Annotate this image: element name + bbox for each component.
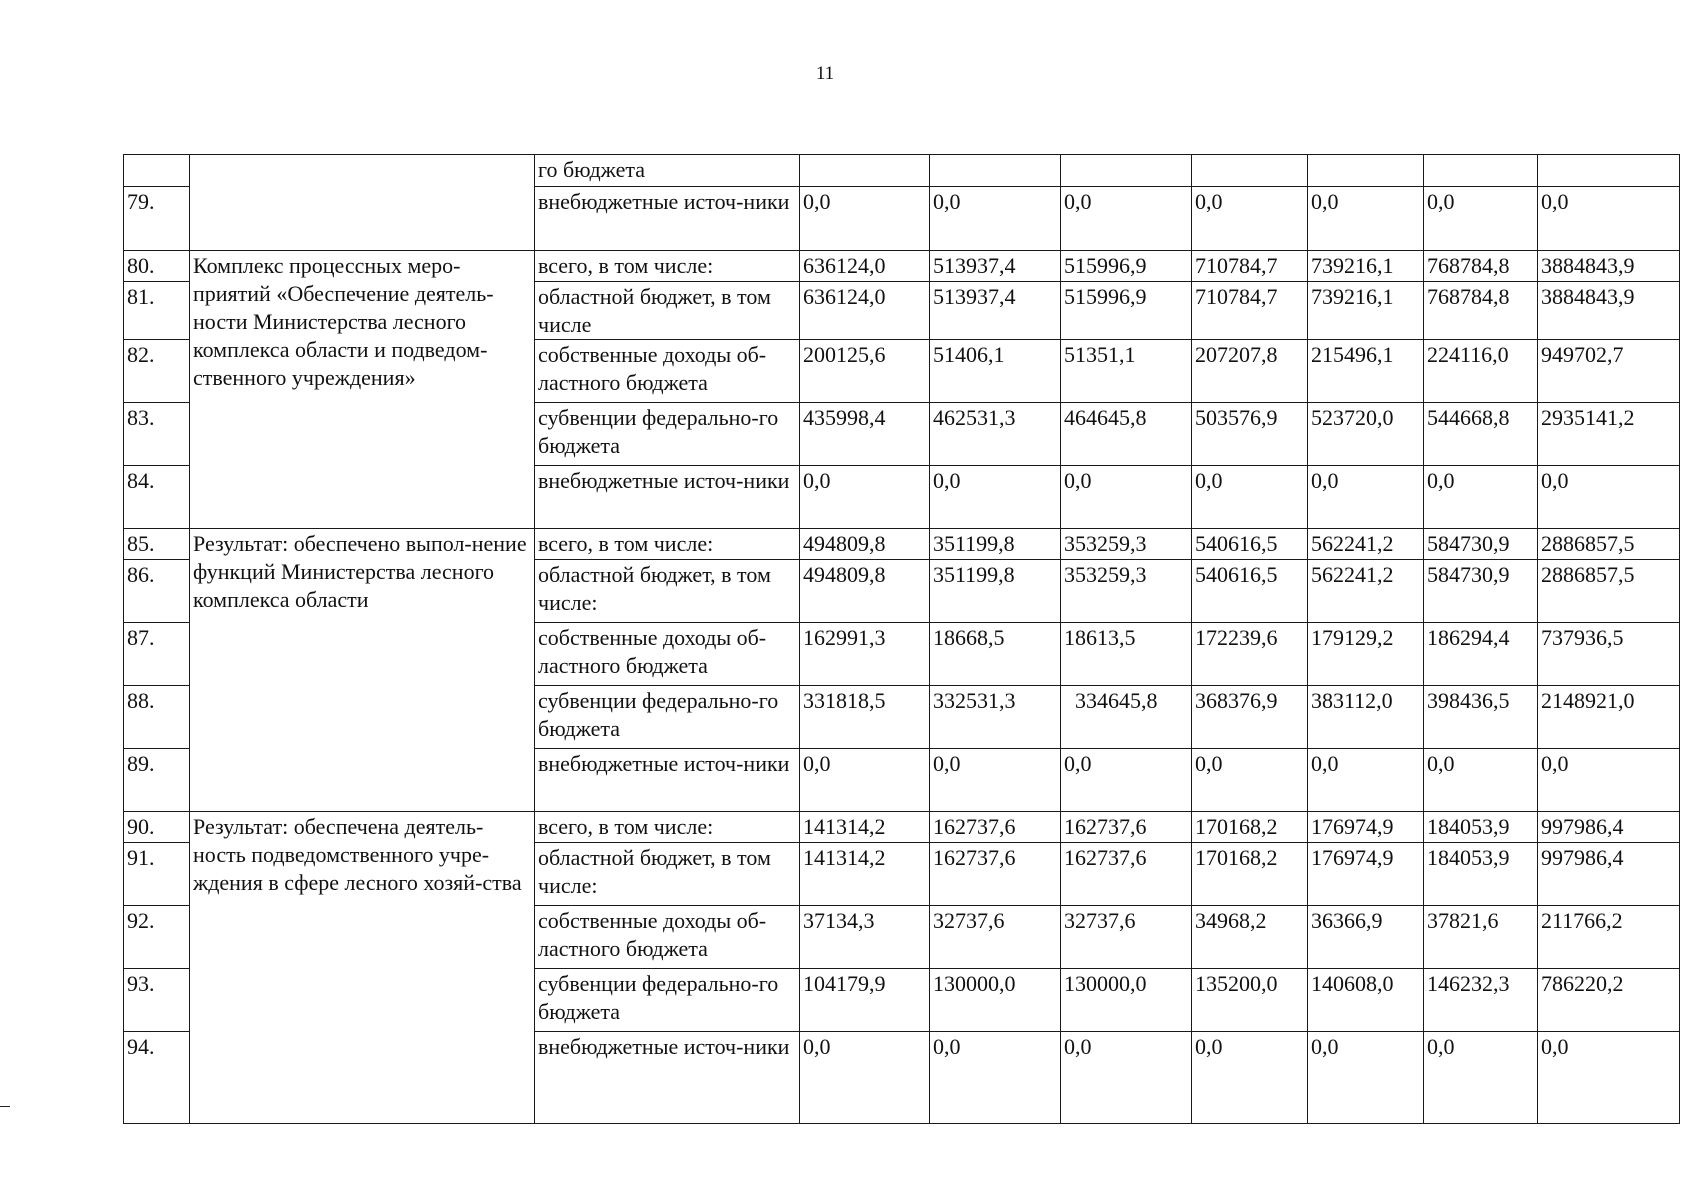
year-value-cell: 739216,1: [1308, 251, 1424, 282]
year-value-cell: 494809,8: [800, 529, 930, 560]
table-row: [124, 812, 1680, 843]
year-value-cell: 584730,9: [1424, 529, 1538, 560]
year-value-cell: 215496,1: [1308, 340, 1424, 403]
row-number: 93.: [124, 969, 190, 1032]
year-value-cell: 0,0: [1061, 749, 1192, 812]
total-value-cell: 3884843,9: [1538, 251, 1680, 282]
year-value-cell: 768784,8: [1424, 251, 1538, 282]
funding-source: всего, в том числе:: [535, 812, 800, 843]
year-value-cell: 135200,0: [1192, 969, 1308, 1032]
row-number: 85.: [124, 529, 190, 560]
year-value-cell: 162991,3: [800, 623, 930, 686]
total-value-cell: 0,0: [1538, 749, 1680, 812]
total-value-cell: 0,0: [1538, 187, 1680, 251]
year-value-cell: 464645,8: [1061, 403, 1192, 466]
total-value-cell: 3884843,9: [1538, 282, 1680, 340]
year-value-cell: 768784,8: [1424, 282, 1538, 340]
year-value-cell: 0,0: [1192, 749, 1308, 812]
year-value-cell: 186294,4: [1424, 623, 1538, 686]
year-value-cell: 200125,6: [800, 340, 930, 403]
year-value-cell: 636124,0: [800, 251, 930, 282]
total-value-cell: 0,0: [1538, 466, 1680, 529]
funding-source: го бюджета: [535, 155, 800, 187]
year-value-cell: 331818,5: [800, 686, 930, 749]
row-number: 86.: [124, 560, 190, 623]
funding-source: областной бюджет, в том числе: [535, 282, 800, 340]
funding-source: собственные доходы об-ластного бюджета: [535, 340, 800, 403]
funding-source: всего, в том числе:: [535, 529, 800, 560]
row-number: 88.: [124, 686, 190, 749]
row-number: 90.: [124, 812, 190, 843]
year-value-cell: 332531,3: [930, 686, 1061, 749]
total-value-cell: 997986,4: [1538, 843, 1680, 906]
year-value-cell: 130000,0: [1061, 969, 1192, 1032]
year-value-cell: 0,0: [800, 187, 930, 251]
row-number: 94.: [124, 1032, 190, 1124]
year-value-cell: 0,0: [800, 466, 930, 529]
year-value-cell: 170168,2: [1192, 812, 1308, 843]
row-number: 82.: [124, 340, 190, 403]
year-value-cell: 18668,5: [930, 623, 1061, 686]
year-value-cell: 540616,5: [1192, 529, 1308, 560]
year-value-cell: 334645,8: [1061, 686, 1192, 749]
year-value-cell: 515996,9: [1061, 251, 1192, 282]
year-value-cell: 398436,5: [1424, 686, 1538, 749]
row-number: 89.: [124, 749, 190, 812]
row-number: 79.: [124, 187, 190, 251]
year-value-cell: 0,0: [930, 1032, 1061, 1124]
year-value-cell: 179129,2: [1308, 623, 1424, 686]
year-value-cell: 184053,9: [1424, 812, 1538, 843]
year-value-cell: 503576,9: [1192, 403, 1308, 466]
year-value-cell: 140608,0: [1308, 969, 1424, 1032]
year-value-cell: 162737,6: [1061, 812, 1192, 843]
funding-source: собственные доходы об-ластного бюджета: [535, 906, 800, 969]
year-value-cell: 184053,9: [1424, 843, 1538, 906]
year-value-cell: 544668,8: [1424, 403, 1538, 466]
year-value-cell: [800, 155, 930, 187]
year-value-cell: 513937,4: [930, 251, 1061, 282]
year-value-cell: 562241,2: [1308, 529, 1424, 560]
row-number: 80.: [124, 251, 190, 282]
year-value-cell: 0,0: [1192, 466, 1308, 529]
page-number: 11: [815, 63, 835, 84]
total-value-cell: 737936,5: [1538, 623, 1680, 686]
year-value-cell: 0,0: [800, 1032, 930, 1124]
year-value-cell: 32737,6: [1061, 906, 1192, 969]
funding-source: собственные доходы об-ластного бюджета: [535, 623, 800, 686]
year-value-cell: 18613,5: [1061, 623, 1192, 686]
row-number: 84.: [124, 466, 190, 529]
total-value-cell: 0,0: [1538, 1032, 1680, 1124]
year-value-cell: 0,0: [1424, 1032, 1538, 1124]
year-value-cell: 172239,6: [1192, 623, 1308, 686]
program-description: Результат: обеспечена деятель-ность подведомственного учре-ждения в сфере лесного хозяй-ства: [190, 812, 535, 1124]
budget-table: [123, 154, 1680, 1124]
year-value-cell: 0,0: [930, 466, 1061, 529]
funding-source: внебюджетные источ-ники: [535, 749, 800, 812]
funding-source: областной бюджет, в том числе:: [535, 560, 800, 623]
year-value-cell: 562241,2: [1308, 560, 1424, 623]
year-value-cell: 0,0: [1308, 749, 1424, 812]
year-value-cell: 636124,0: [800, 282, 930, 340]
year-value-cell: [1192, 155, 1308, 187]
year-value-cell: 494809,8: [800, 560, 930, 623]
year-value-cell: 0,0: [1424, 749, 1538, 812]
funding-source: субвенции федерально-го бюджета: [535, 403, 800, 466]
year-value-cell: 523720,0: [1308, 403, 1424, 466]
year-value-cell: [1061, 155, 1192, 187]
row-number: 92.: [124, 906, 190, 969]
row-number: 91.: [124, 843, 190, 906]
margin-mark: [0, 1106, 10, 1107]
year-value-cell: 141314,2: [800, 843, 930, 906]
year-value-cell: 32737,6: [930, 906, 1061, 969]
year-value-cell: 162737,6: [1061, 843, 1192, 906]
year-value-cell: 0,0: [800, 749, 930, 812]
year-value-cell: 141314,2: [800, 812, 930, 843]
total-value-cell: 2886857,5: [1538, 560, 1680, 623]
year-value-cell: 0,0: [1061, 187, 1192, 251]
total-value-cell: 997986,4: [1538, 812, 1680, 843]
year-value-cell: 0,0: [1061, 466, 1192, 529]
year-value-cell: 710784,7: [1192, 282, 1308, 340]
row-number: 81.: [124, 282, 190, 340]
funding-source: внебюджетные источ-ники: [535, 187, 800, 251]
year-value-cell: 435998,4: [800, 403, 930, 466]
funding-source: внебюджетные источ-ники: [535, 1032, 800, 1124]
year-value-cell: [930, 155, 1061, 187]
year-value-cell: [1424, 155, 1538, 187]
year-value-cell: 0,0: [1424, 466, 1538, 529]
year-value-cell: 36366,9: [1308, 906, 1424, 969]
row-number: [124, 155, 190, 187]
year-value-cell: 710784,7: [1192, 251, 1308, 282]
year-value-cell: 37821,6: [1424, 906, 1538, 969]
year-value-cell: 130000,0: [930, 969, 1061, 1032]
year-value-cell: 0,0: [1308, 187, 1424, 251]
row-number: 87.: [124, 623, 190, 686]
year-value-cell: 515996,9: [1061, 282, 1192, 340]
funding-source: областной бюджет, в том числе:: [535, 843, 800, 906]
funding-source: субвенции федерально-го бюджета: [535, 686, 800, 749]
year-value-cell: 104179,9: [800, 969, 930, 1032]
year-value-cell: 351199,8: [930, 560, 1061, 623]
table-row: [124, 251, 1680, 282]
program-description: Результат: обеспечено выпол-нение функций Министерства лесного комплекса области: [190, 529, 535, 812]
total-value-cell: 2148921,0: [1538, 686, 1680, 749]
year-value-cell: 0,0: [1308, 466, 1424, 529]
year-value-cell: 51351,1: [1061, 340, 1192, 403]
year-value-cell: 540616,5: [1192, 560, 1308, 623]
total-value-cell: 2886857,5: [1538, 529, 1680, 560]
total-value-cell: 786220,2: [1538, 969, 1680, 1032]
funding-source: всего, в том числе:: [535, 251, 800, 282]
year-value-cell: 37134,3: [800, 906, 930, 969]
table-row: [124, 529, 1680, 560]
year-value-cell: 368376,9: [1192, 686, 1308, 749]
year-value-cell: 0,0: [930, 187, 1061, 251]
year-value-cell: 162737,6: [930, 843, 1061, 906]
year-value-cell: 513937,4: [930, 282, 1061, 340]
year-value-cell: 0,0: [1061, 1032, 1192, 1124]
year-value-cell: 176974,9: [1308, 812, 1424, 843]
year-value-cell: 224116,0: [1424, 340, 1538, 403]
year-value-cell: 170168,2: [1192, 843, 1308, 906]
year-value-cell: 51406,1: [930, 340, 1061, 403]
year-value-cell: 162737,6: [930, 812, 1061, 843]
year-value-cell: 584730,9: [1424, 560, 1538, 623]
year-value-cell: 353259,3: [1061, 529, 1192, 560]
program-description: [190, 155, 535, 251]
year-value-cell: 353259,3: [1061, 560, 1192, 623]
year-value-cell: 207207,8: [1192, 340, 1308, 403]
year-value-cell: 739216,1: [1308, 282, 1424, 340]
total-value-cell: 949702,7: [1538, 340, 1680, 403]
year-value-cell: 0,0: [1192, 187, 1308, 251]
year-value-cell: 0,0: [1424, 187, 1538, 251]
row-number: 83.: [124, 403, 190, 466]
year-value-cell: 351199,8: [930, 529, 1061, 560]
program-description: Комплекс процессных меро-приятий «Обеспечение деятель-ности Министерства лесного комплекса области и подведом-ственного учреждения»: [190, 251, 535, 529]
year-value-cell: 462531,3: [930, 403, 1061, 466]
year-value-cell: 0,0: [1192, 1032, 1308, 1124]
year-value-cell: 176974,9: [1308, 843, 1424, 906]
year-value-cell: 383112,0: [1308, 686, 1424, 749]
funding-source: субвенции федерально-го бюджета: [535, 969, 800, 1032]
total-value-cell: 211766,2: [1538, 906, 1680, 969]
year-value-cell: [1308, 155, 1424, 187]
table-row: [124, 155, 1680, 187]
year-value-cell: 0,0: [1308, 1032, 1424, 1124]
total-value-cell: [1538, 155, 1680, 187]
year-value-cell: 0,0: [930, 749, 1061, 812]
year-value-cell: 34968,2: [1192, 906, 1308, 969]
year-value-cell: 146232,3: [1424, 969, 1538, 1032]
funding-source: внебюджетные источ-ники: [535, 466, 800, 529]
total-value-cell: 2935141,2: [1538, 403, 1680, 466]
